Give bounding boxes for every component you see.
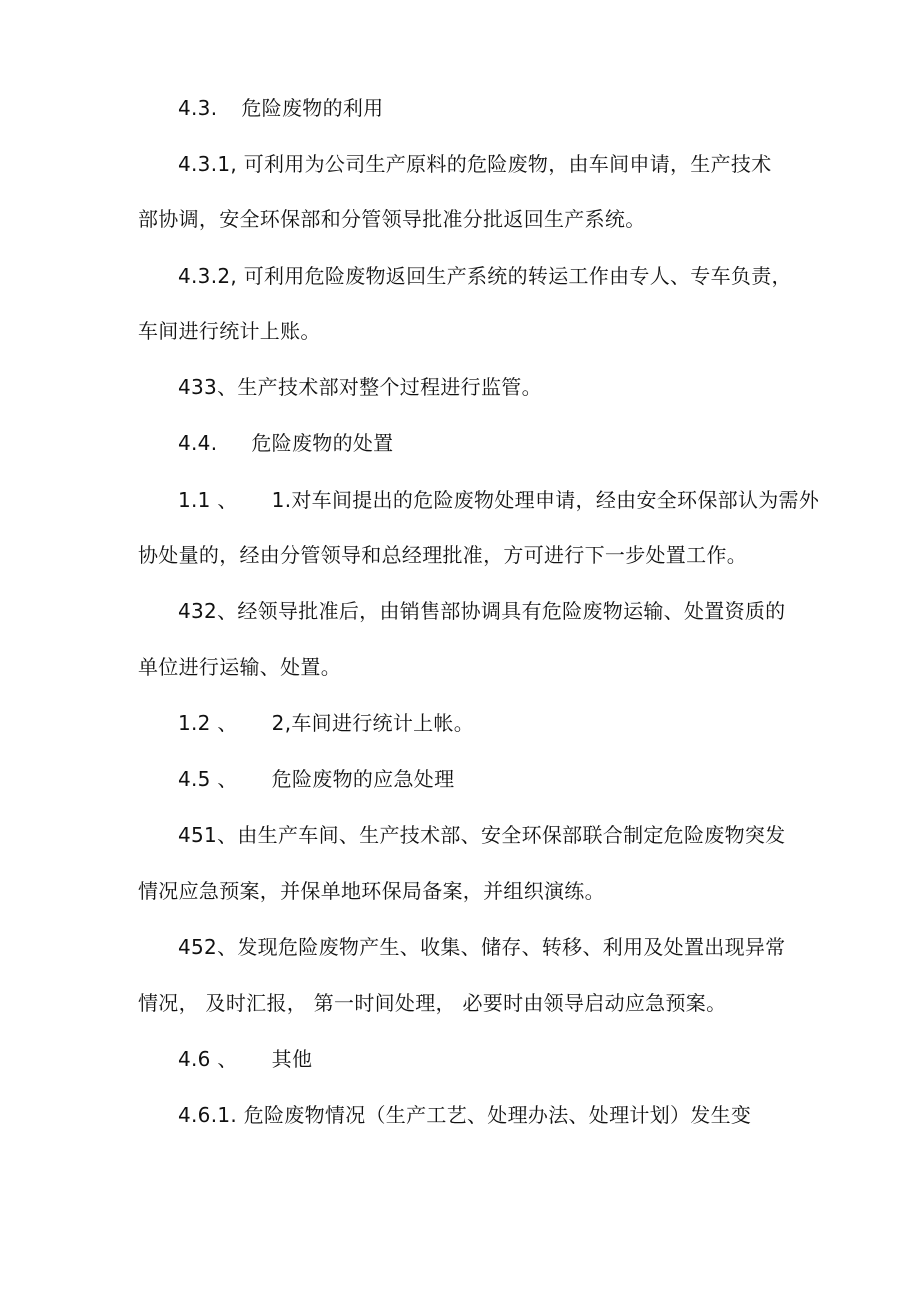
paragraph-4-3-2-line2: 车间进行统计上账。 xyxy=(138,319,321,343)
paragraph-1-1-line1 xyxy=(178,486,819,514)
paragraph-452-line1: 452、发现危险废物产生、收集、储存、转移、利用及处置出现异常 xyxy=(178,935,786,959)
paragraph-433: 433、生产技术部对整个过程进行监管。 xyxy=(178,375,542,399)
paragraph-451-line1: 451、由生产车间、生产技术部、安全环保部联合制定危险废物突发 xyxy=(178,823,786,847)
section-title: 其他 xyxy=(271,1047,313,1071)
section-heading-4-3 xyxy=(178,94,383,122)
section-title: 危险废物的利用 xyxy=(241,96,384,120)
paragraph-1-2 xyxy=(178,709,474,737)
section-heading-4-4 xyxy=(178,429,393,457)
section-heading-4-6 xyxy=(178,1045,312,1073)
section-title: 危险废物的应急处理 xyxy=(271,767,455,791)
section-number: 4.6 、 xyxy=(178,1047,238,1071)
item-text: 1.对车间提出的危险废物处理申请，经由安全环保部认为需外 xyxy=(271,488,820,512)
paragraph-451-line2: 情况应急预案，并保单地环保局备案，并组织演练。 xyxy=(138,879,605,903)
section-number: 4.4. xyxy=(178,431,218,455)
section-heading-4-5 xyxy=(178,765,454,793)
paragraph-4-3-2-line1: 4.3.2, 可利用危险废物返回生产系统的转运工作由专人、专车负责， xyxy=(178,264,792,288)
paragraph-452-line2: 情况， 及时汇报， 第一时间处理， 必要时由领导启动应急预案。 xyxy=(138,991,727,1015)
paragraph-432b-line1: 432、经领导批准后，由销售部协调具有危险废物运输、处置资质的 xyxy=(178,599,786,623)
paragraph-4-6-1-line1: 4.6.1. 危险废物情况（生产工艺、处理办法、处理计划）发生变 xyxy=(178,1103,752,1127)
paragraph-1-1-line2: 协处量的，经由分管领导和总经理批准，方可进行下一步处置工作。 xyxy=(138,543,747,567)
item-number: 1.2 、 xyxy=(178,711,238,735)
paragraph-432b-line2: 单位进行运输、处置。 xyxy=(138,655,341,679)
paragraph-4-3-1-line1: 4.3.1, 可利用为公司生产原料的危险废物，由车间申请，生产技术 xyxy=(178,152,772,176)
section-title: 危险废物的处置 xyxy=(251,431,394,455)
paragraph-4-3-1-line2: 部协调，安全环保部和分管领导批准分批返回生产系统。 xyxy=(138,207,646,231)
section-number: 4.5 、 xyxy=(178,767,238,791)
section-number: 4.3. xyxy=(178,96,218,120)
item-number: 1.1 、 xyxy=(178,488,238,512)
item-text: 2,车间进行统计上帐。 xyxy=(271,711,475,735)
